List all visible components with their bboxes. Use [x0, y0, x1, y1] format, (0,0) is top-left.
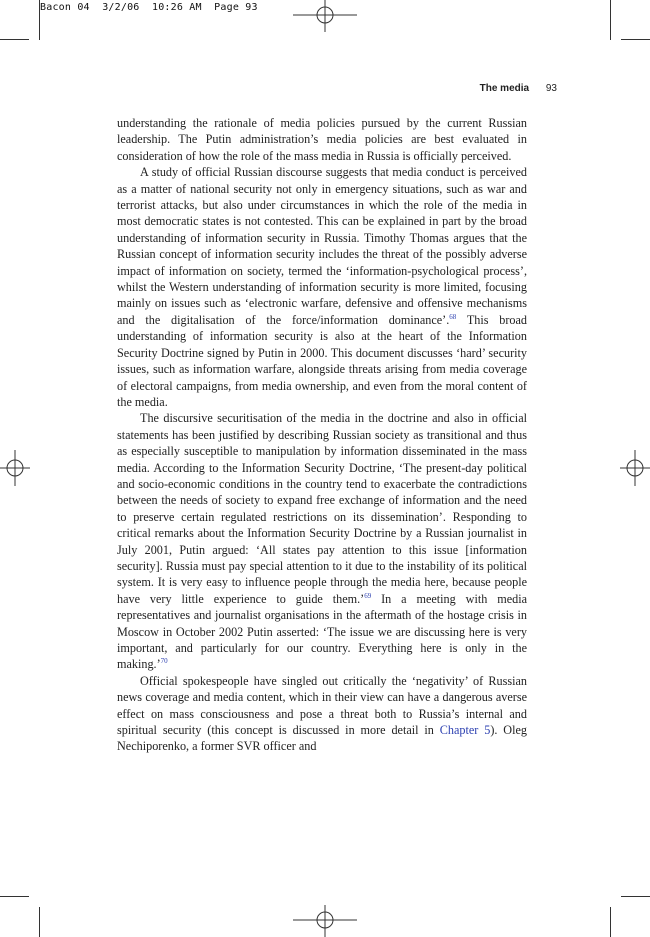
paragraph — [117, 673, 527, 755]
paragraph-text: understanding the rationale of media policies pursued by the current Russian leadership. The Putin administration’s media policies are best evaluated in consideration of how the role of the mass media in Russia is officially perceived. — [117, 116, 527, 163]
paragraph-text: ). Oleg Nechiporenko, a former SVR officer and — [117, 723, 527, 754]
paragraph — [117, 410, 527, 673]
running-head — [480, 83, 557, 94]
crop-mark-bottom-right-horizontal — [621, 896, 650, 897]
crop-mark-top-left-horizontal — [0, 39, 29, 40]
paragraph-text: A study of official Russian discourse suggests that media conduct is perceived as a matter of national security not only in emergency situations, such as war and terrorist attacks, but also under circumstances in which the role of the media in most democratic states is not contested. This can be explained in part by the broad understanding of information security in Russia. Timothy Thomas argues that the Russian concept of information security includes the threat of the possibly adverse impact of information on society, termed the ‘information-psychological process’, whilst the Western understanding of information security is more limited, focusing mainly on issues such as ‘electronic warfare, defensive and offensive mechanisms and the digitalisation of the force/information dominance’. — [117, 165, 527, 327]
crop-mark-bottom-right-vertical — [610, 907, 611, 937]
paragraph — [117, 164, 527, 410]
crop-mark-top-left-vertical — [39, 0, 40, 40]
paragraph-text: Official spokespeople have singled out critically the ‘negativity’ of Russian news coverage and media content, which in their view can have a dangerous averse effect on mass consciousness and pose a threat both to Russia’s internal and spiritual security (this concept is discussed in more detail in — [117, 673, 527, 738]
paragraph-text: The discursive securitisation of the media in the doctrine and also in official statements has been justified by describing Russian society as transitional and thus as especially susceptible to manipulation by information disseminated in the mass media. According to the Information Security Doctrine, ‘The present-day political and socio-economic conditions in the country tend to exacerbate the contradictions between the needs of society to expand free exchange of information and the need to preserve certain regulated restrictions on its dissemination’. Responding to critical remarks about the Information Security Doctrine by a Russian journalist in July 2001, Putin argued: ‘All states pay attention to this issue [information security]. Russia must pay special attention to it due to the instability of its political system. It is very easy to influence people through the media here, because people have very little experience to guide them.’ — [117, 411, 527, 606]
slug-line: Bacon 04 3/2/06 10:26 AM Page 93 — [40, 2, 258, 13]
registration-mark-bottom — [293, 905, 357, 937]
footnote-reference[interactable]: 68 — [449, 312, 457, 321]
registration-mark-top — [293, 0, 357, 32]
body-text — [117, 115, 527, 755]
registration-mark-left — [0, 450, 30, 486]
crop-mark-top-right-vertical — [610, 0, 611, 40]
footnote-reference[interactable]: 69 — [364, 591, 372, 600]
chapter-cross-reference-link[interactable]: Chapter 5 — [439, 723, 491, 738]
footnote-reference[interactable]: 70 — [160, 657, 168, 666]
registration-mark-right — [620, 450, 650, 486]
running-head-title: The media — [479, 83, 530, 94]
page-number: 93 — [545, 83, 557, 94]
crop-mark-top-right-horizontal — [621, 39, 650, 40]
crop-mark-bottom-left-horizontal — [0, 896, 29, 897]
paragraph — [117, 115, 527, 164]
crop-mark-bottom-left-vertical — [39, 907, 40, 937]
paragraph-text: This broad understanding of information security is also at the heart of the Information Security Doctrine signed by Putin in 2000. This document discusses ‘hard’ security issues, such as information warfare, alongside threats arising from media coverage of electoral campaigns, from media ownership, and even from the moral content of the media. — [117, 312, 528, 409]
paragraph-text: In a meeting with media representatives and journalist organisations in the aftermath of the hostage crisis in Moscow in October 2002 Putin asserted: ‘The issue we are discussing here is very important, and particularly for our country. Everything here is only in the making.’ — [117, 591, 527, 672]
